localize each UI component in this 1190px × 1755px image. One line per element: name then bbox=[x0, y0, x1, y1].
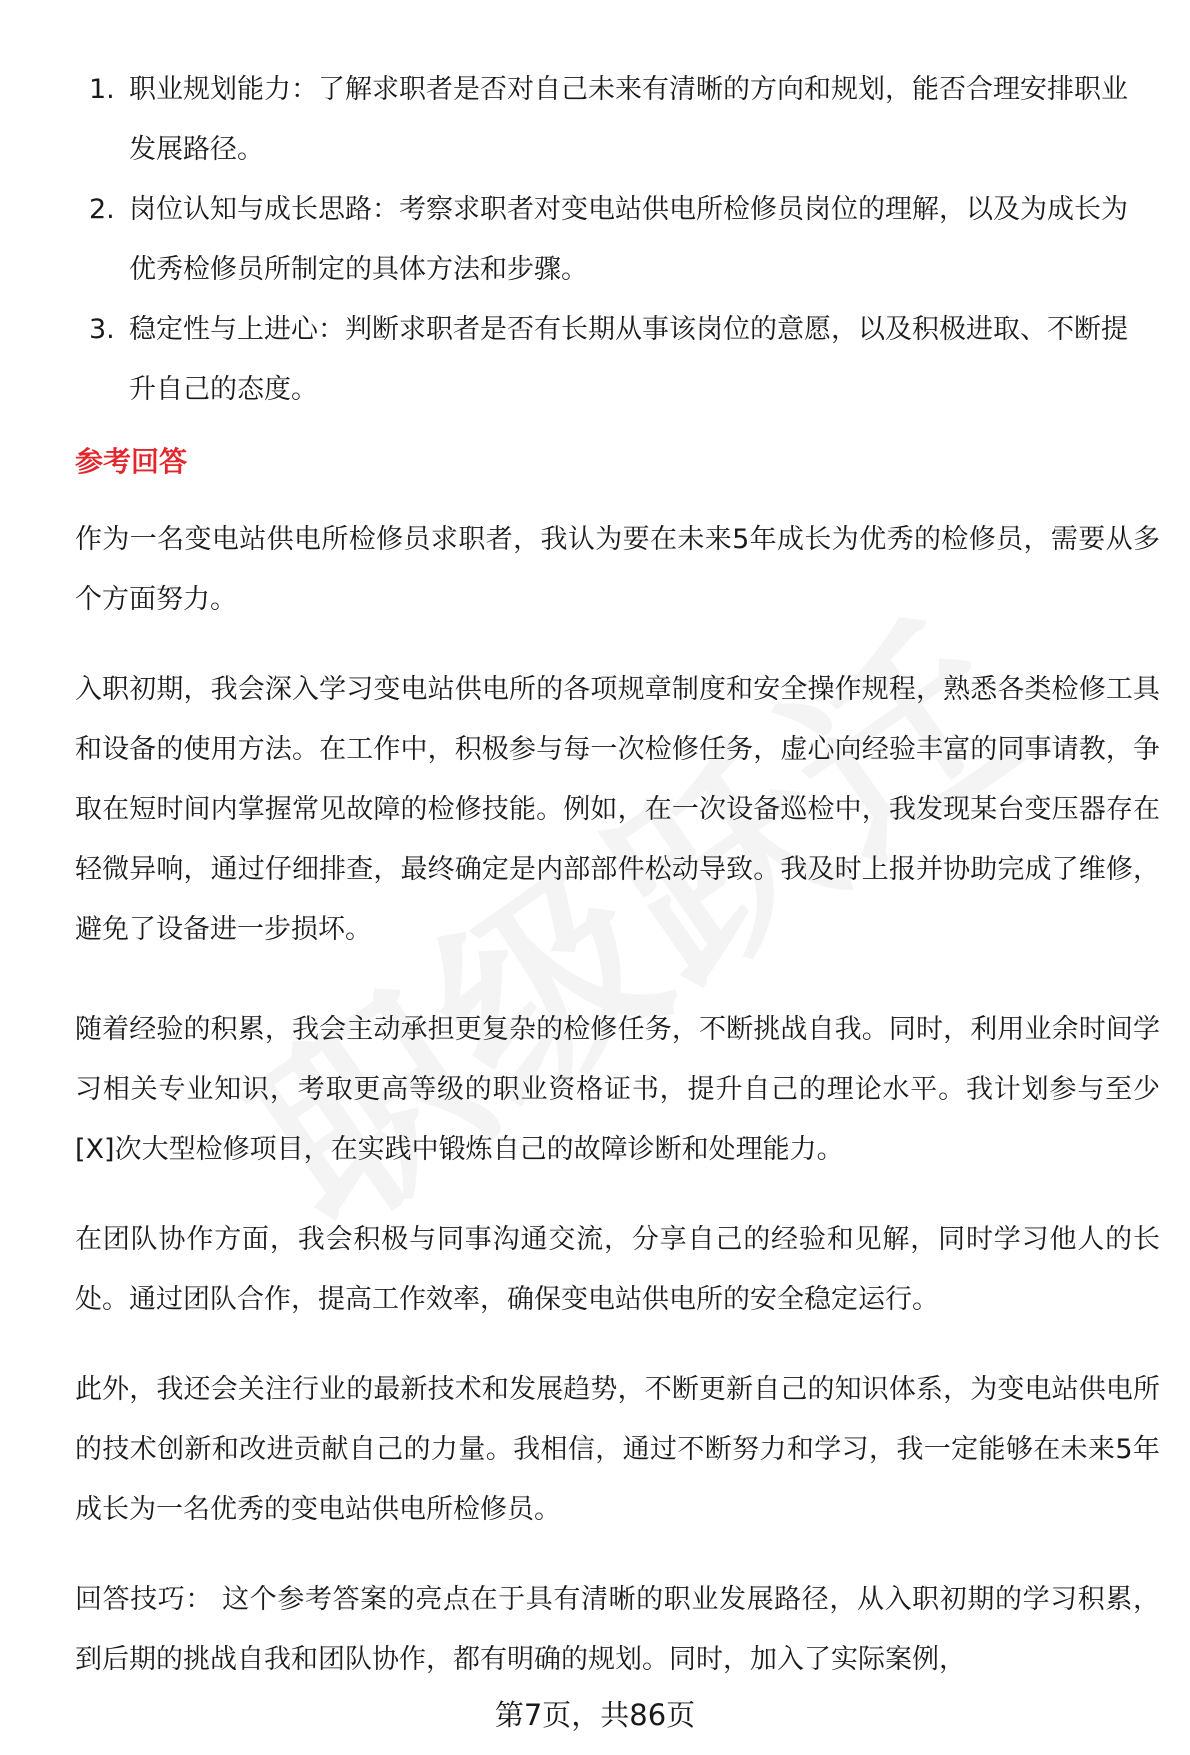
answer-paragraph: 作为一名变电站供电所检修员求职者，我认为要在未来5年成长为优秀的检修员，需要从多个方面努力。 bbox=[75, 524, 1160, 615]
list-item-number: 2. bbox=[89, 194, 115, 225]
answer-paragraph: 此外，我还会关注行业的最新技术和发展趋势，不断更新自己的知识体系，为变电站供电所的技术创新和改进贡献自己的力量。我相信，通过不断努力和学习，我一定能够在未来5年成长为一名优秀的变电站供电所检修员。 bbox=[75, 1374, 1160, 1525]
list-item-number: 3. bbox=[89, 314, 115, 345]
list-item-text: 岗位认知与成长思路：考察求职者对变电站供电所检修员岗位的理解，以及为成长为优秀检修员所制定的具体方法和步骤。 bbox=[129, 194, 1128, 285]
page-number: 第7页，共86页 bbox=[494, 1698, 696, 1732]
answer-paragraph: 在团队协作方面，我会积极与同事沟通交流，分享自己的经验和见解，同时学习他人的长处。通过团队合作，提高工作效率，确保变电站供电所的安全稳定运行。 bbox=[75, 1224, 1160, 1315]
evaluation-points-list bbox=[0, 60, 1190, 420]
answer-paragraph: 入职初期，我会深入学习变电站供电所的各项规章制度和安全操作规程，熟悉各类检修工具和设备的使用方法。在工作中，积极参与每一次检修任务，虚心向经验丰富的同事请教，争取在短时间内掌握常见故障的检修技能。例如，在一次设备巡检中，我发现某台变压器存在轻微异响，通过仔细排查，最终确定是内部部件松动导致。我及时上报并协助完成了维修，避免了设备进一步损坏。 bbox=[75, 674, 1160, 945]
list-item-text: 职业规划能力：了解求职者是否对自己未来有清晰的方向和规划，能否合理安排职业发展路径。 bbox=[129, 74, 1128, 165]
answer-paragraph: 随着经验的积累，我会主动承担更复杂的检修任务，不断挑战自我。同时，利用业余时间学习相关专业知识，考取更高等级的职业资格证书，提升自己的理论水平。我计划参与至少[X]次大型检修项目，在实践中锻炼自己的故障诊断和处理能力。 bbox=[75, 1014, 1160, 1165]
answer-tips-paragraph: 回答技巧： 这个参考答案的亮点在于具有清晰的职业发展路径，从入职初期的学习积累，到后期的挑战自我和团队协作，都有明确的规划。同时，加入了实际案例， bbox=[75, 1584, 1160, 1675]
section-title: 参考回答 bbox=[75, 445, 188, 478]
list-item bbox=[89, 180, 1149, 300]
list-item bbox=[89, 300, 1149, 420]
list-item-number: 1. bbox=[89, 74, 115, 105]
list-item bbox=[89, 60, 1149, 180]
list-item-text: 稳定性与上进心：判断求职者是否有长期从事该岗位的意愿，以及积极进取、不断提升自己的态度。 bbox=[129, 314, 1128, 405]
